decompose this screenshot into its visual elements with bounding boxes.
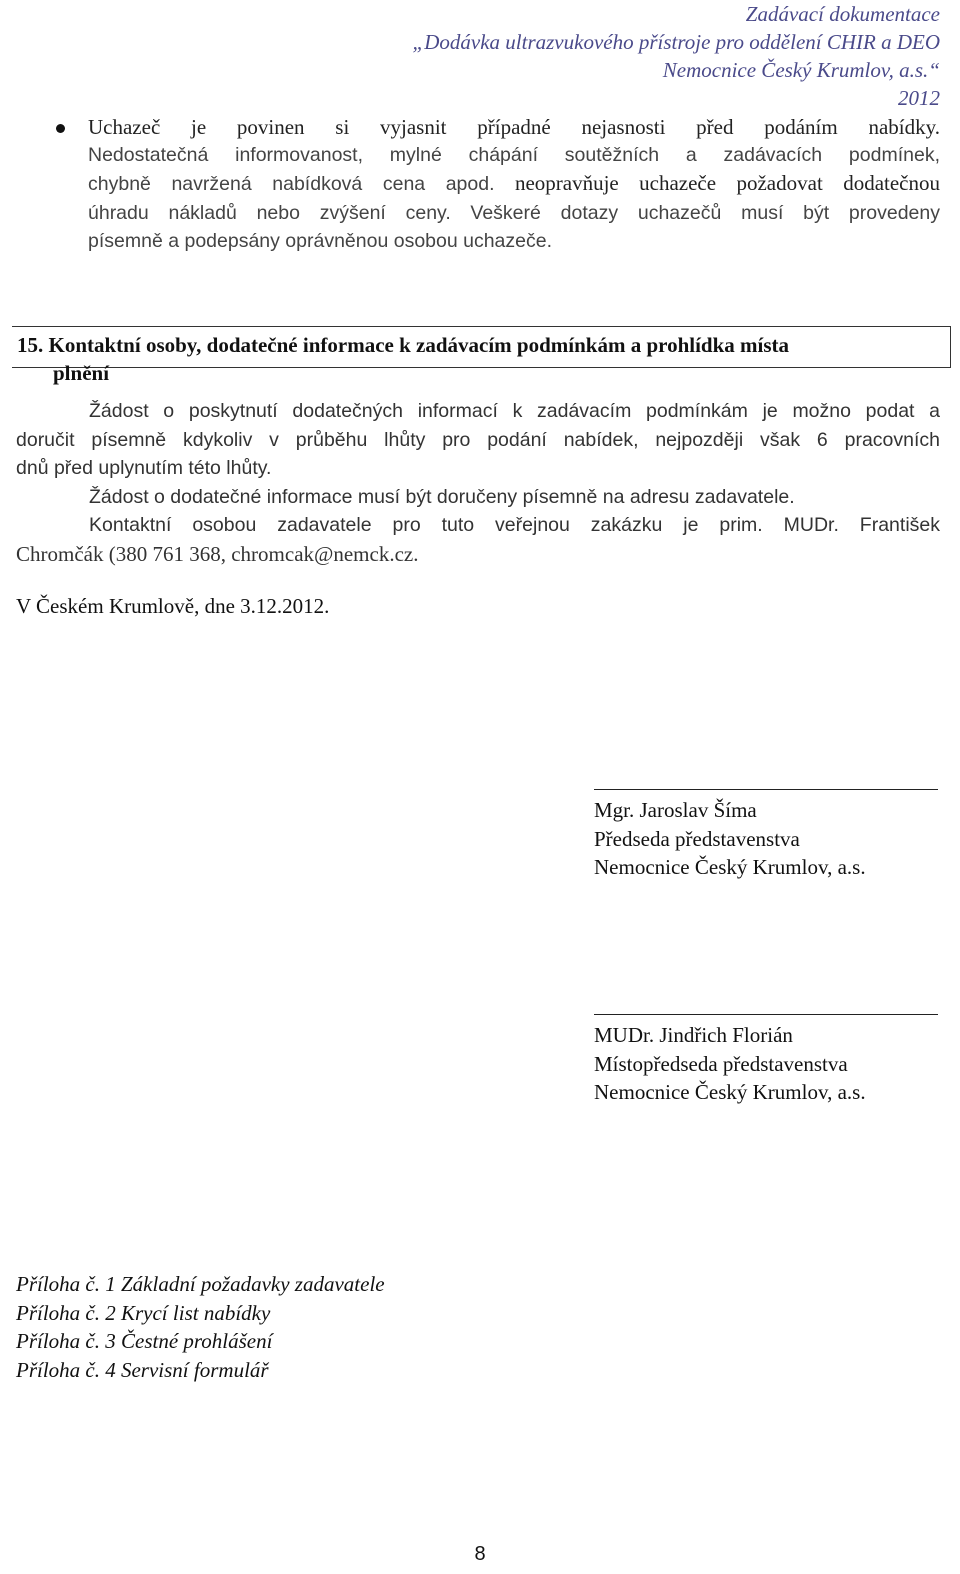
section-heading — [17, 331, 917, 387]
attachments-list — [16, 1270, 385, 1384]
body-line: Žádost o poskytnutí dodatečných informací k zadávacím podmínkám je možno podat a — [89, 400, 940, 422]
section-heading-line: plnění — [53, 361, 110, 385]
signature-block — [594, 789, 938, 882]
body-line: Chromčák (380 761 368, chromcak@nemck.cz. — [16, 541, 419, 566]
header-title: Zadávací dokumentace — [745, 2, 940, 26]
header-year: 2012 — [898, 86, 940, 110]
bullet-line: písemně a podepsány oprávněnou osobou uchazeče. — [88, 230, 553, 252]
signatory-role: Předseda představenstva — [594, 826, 800, 851]
bullet-dot-icon — [56, 124, 65, 133]
body-line: Kontaktní osobou zadavatele pro tuto veřejnou zakázku je prim. MUDr. František — [89, 514, 940, 536]
signatory-name: Mgr. Jaroslav Šíma — [594, 798, 757, 822]
section-body — [16, 397, 940, 568]
signatory-organization: Nemocnice Český Krumlov, a.s. — [594, 1080, 866, 1104]
attachment-item: Příloha č. 1 Základní požadavky zadavatele — [16, 1272, 385, 1296]
bullet-line: Nedostatečná informovanost, mylné chápání soutěžních a zadávacích podmínek, — [88, 144, 940, 166]
bullet-paragraph — [18, 113, 940, 255]
section-heading-line: 15. Kontaktní osoby, dodatečné informace k zadávacím podmínkám a prohlídka místa — [17, 333, 790, 357]
body-line: doručit písemně kdykoliv v průběhu lhůty pro podání nabídek, nejpozději však 6 pracovních — [16, 428, 940, 451]
signature-line — [594, 1014, 938, 1015]
page-number: 8 — [474, 1543, 486, 1565]
header-organization: Nemocnice Český Krumlov, a.s.“ — [662, 58, 940, 82]
attachment-item: Příloha č. 3 Čestné prohlášení — [16, 1329, 273, 1353]
bullet-line: Uchazeč je povinen si vyjasnit případné nejasnosti před podáním nabídky. — [88, 115, 940, 139]
signatory-role: Místopředseda představenstva — [594, 1051, 848, 1076]
bullet-line-part: Veškeré dotazy uchazečů musí být provedeny — [470, 202, 940, 224]
signature-block — [594, 1014, 938, 1107]
document-date: V Českém Krumlově, dne 3.12.2012. — [16, 594, 330, 618]
bullet-line-part: chybně navržená nabídková cena apod. — [88, 173, 495, 195]
bullet-line — [88, 169, 940, 198]
bullet-line-part: neopravňuje uchazeče požadovat dodatečnou — [514, 171, 940, 195]
bullet-line — [88, 198, 940, 227]
bullet-line-part: úhradu nákladů nebo zvýšení ceny. — [88, 202, 451, 224]
body-line: Žádost o dodatečné informace musí být doručeny písemně na adresu zadavatele. — [89, 485, 795, 508]
header-subject: „Dodávka ultrazvukového přístroje pro oddělení CHIR a DEO — [412, 30, 940, 54]
signature-line — [594, 789, 938, 790]
signatory-name: MUDr. Jindřich Florián — [594, 1023, 793, 1047]
document-header — [240, 0, 940, 112]
attachment-item: Příloha č. 4 Servisní formulář — [16, 1357, 269, 1382]
signatory-organization: Nemocnice Český Krumlov, a.s. — [594, 855, 866, 879]
attachment-item: Příloha č. 2 Krycí list nabídky — [16, 1300, 271, 1325]
body-line: dnů před uplynutím této lhůty. — [16, 457, 272, 479]
